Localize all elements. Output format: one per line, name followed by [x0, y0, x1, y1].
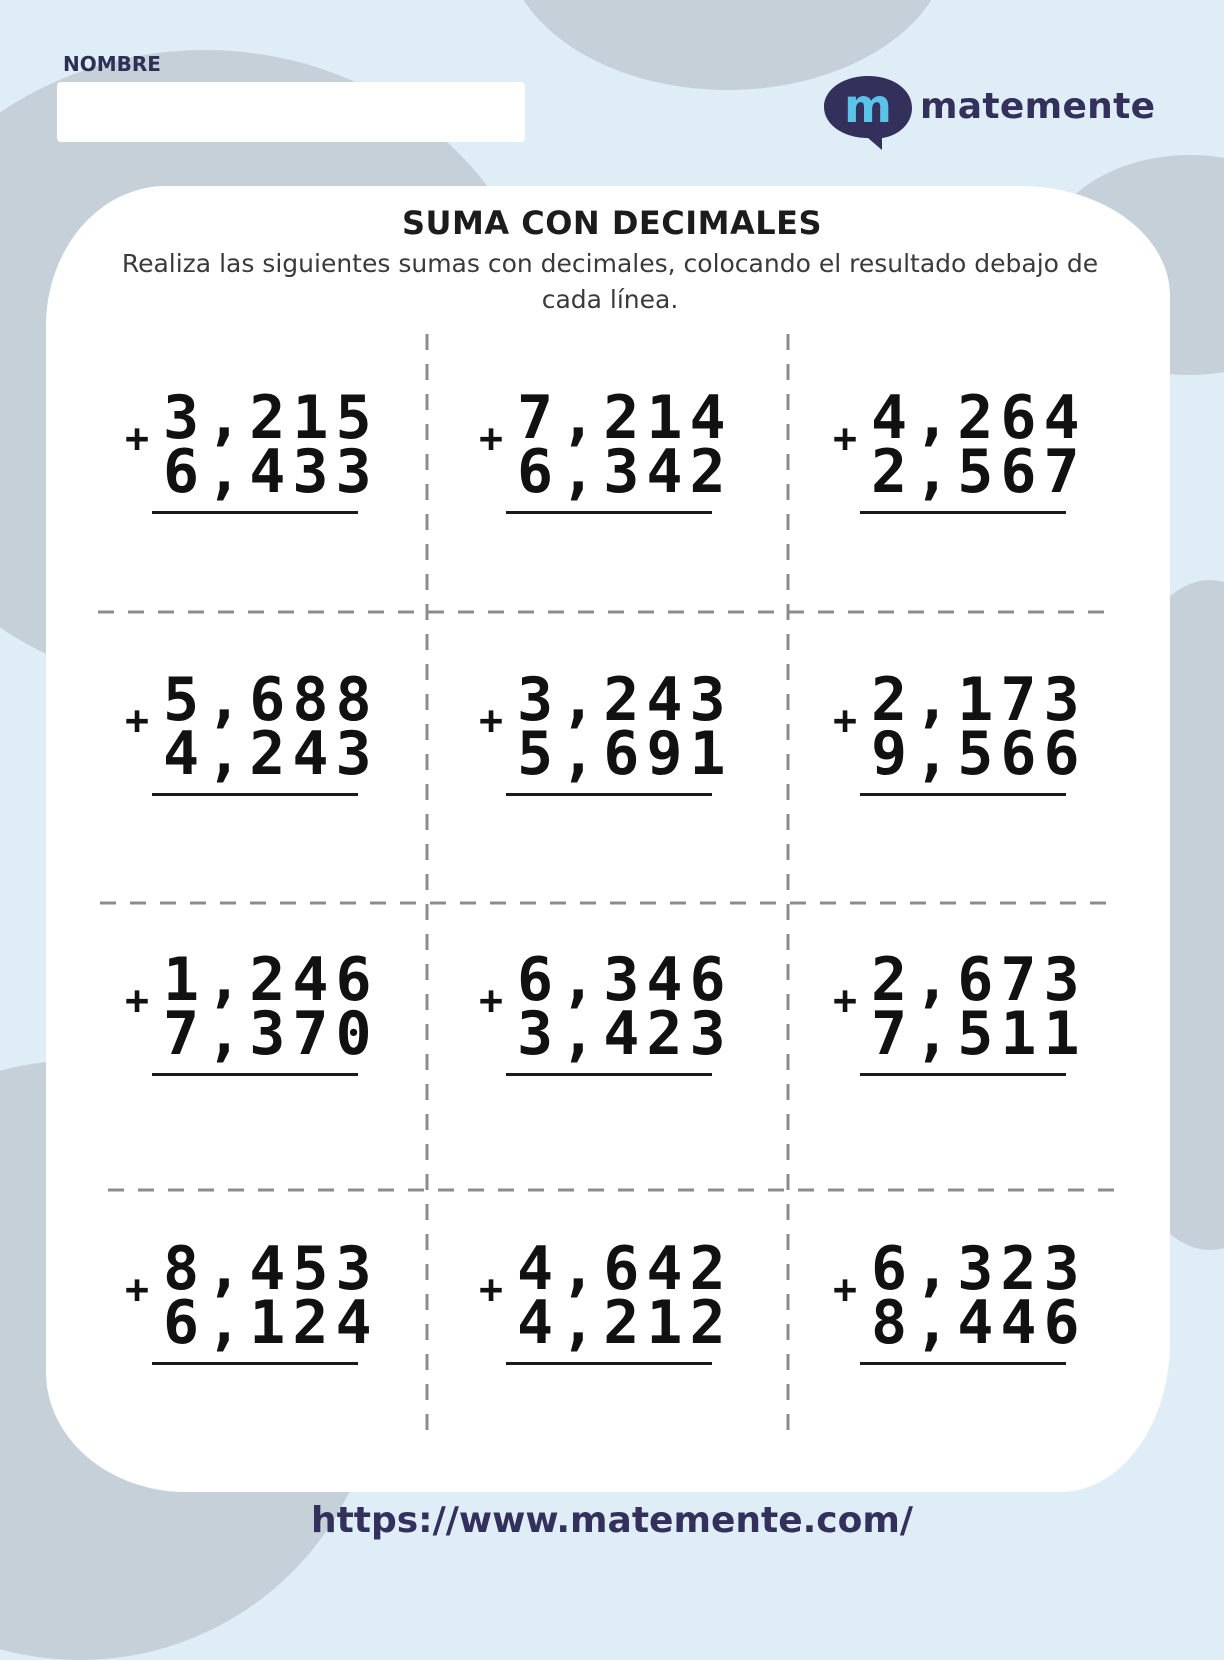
name-label: NOMBRE	[63, 52, 161, 76]
addition-problem	[833, 945, 1133, 1110]
second-addend: 6,433	[163, 437, 379, 507]
plus-sign: +	[125, 698, 150, 744]
answer-line[interactable]	[152, 511, 358, 514]
first-addend: 6,323	[871, 1234, 1087, 1304]
plus-sign: +	[833, 1267, 858, 1313]
worksheet-title: SUMA CON DECIMALES	[401, 204, 823, 242]
first-addend: 1,246	[163, 945, 379, 1015]
answer-line[interactable]	[506, 793, 712, 796]
addition-problem	[125, 383, 425, 548]
answer-line[interactable]	[860, 1362, 1066, 1365]
second-addend: 5,691	[517, 719, 733, 789]
footer-url[interactable]: https://www.matemente.com/	[310, 1500, 914, 1541]
plus-sign: +	[479, 416, 504, 462]
addition-problem	[479, 665, 779, 830]
addition-problem	[479, 1234, 779, 1399]
addition-problem	[479, 383, 779, 548]
answer-line[interactable]	[152, 1073, 358, 1076]
addition-problem	[125, 665, 425, 830]
plus-sign: +	[833, 698, 858, 744]
first-addend: 8,453	[163, 1234, 379, 1304]
plus-sign: +	[833, 416, 858, 462]
second-addend: 3,423	[517, 999, 733, 1069]
plus-sign: +	[479, 978, 504, 1024]
first-addend: 5,688	[163, 665, 379, 735]
second-addend: 7,511	[871, 999, 1087, 1069]
second-addend: 2,567	[871, 437, 1087, 507]
answer-line[interactable]	[506, 1073, 712, 1076]
plus-sign: +	[125, 978, 150, 1024]
answer-line[interactable]	[860, 1073, 1066, 1076]
second-addend: 7,370	[163, 999, 379, 1069]
brand-name: matemente	[920, 86, 1156, 127]
second-addend: 4,243	[163, 719, 379, 789]
worksheet-instructions: Realiza las siguientes sumas con decimales, colocando el resultado debajo de cada línea.	[121, 249, 1099, 314]
answer-line[interactable]	[506, 511, 712, 514]
first-addend: 3,215	[163, 383, 379, 453]
second-addend: 6,124	[163, 1288, 379, 1358]
addition-problem	[125, 1234, 425, 1399]
first-addend: 2,173	[871, 665, 1087, 735]
second-addend: 6,342	[517, 437, 733, 507]
plus-sign: +	[479, 698, 504, 744]
plus-sign: +	[125, 1267, 150, 1313]
answer-line[interactable]	[506, 1362, 712, 1365]
first-addend: 3,243	[517, 665, 733, 735]
plus-sign: +	[833, 978, 858, 1024]
first-addend: 6,346	[517, 945, 733, 1015]
answer-line[interactable]	[860, 793, 1066, 796]
plus-sign: +	[125, 416, 150, 462]
answer-line[interactable]	[152, 1362, 358, 1365]
first-addend: 2,673	[871, 945, 1087, 1015]
addition-problem	[833, 665, 1133, 830]
second-addend: 9,566	[871, 719, 1087, 789]
addition-problem	[833, 1234, 1133, 1399]
first-addend: 7,214	[517, 383, 733, 453]
second-addend: 8,446	[871, 1288, 1087, 1358]
addition-problem	[479, 945, 779, 1110]
first-addend: 4,642	[517, 1234, 733, 1304]
brand-initial: m	[844, 79, 892, 133]
answer-line[interactable]	[152, 793, 358, 796]
second-addend: 4,212	[517, 1288, 733, 1358]
addition-problem	[833, 383, 1133, 548]
addition-problem	[125, 945, 425, 1110]
plus-sign: +	[479, 1267, 504, 1313]
first-addend: 4,264	[871, 383, 1087, 453]
answer-line[interactable]	[860, 511, 1066, 514]
